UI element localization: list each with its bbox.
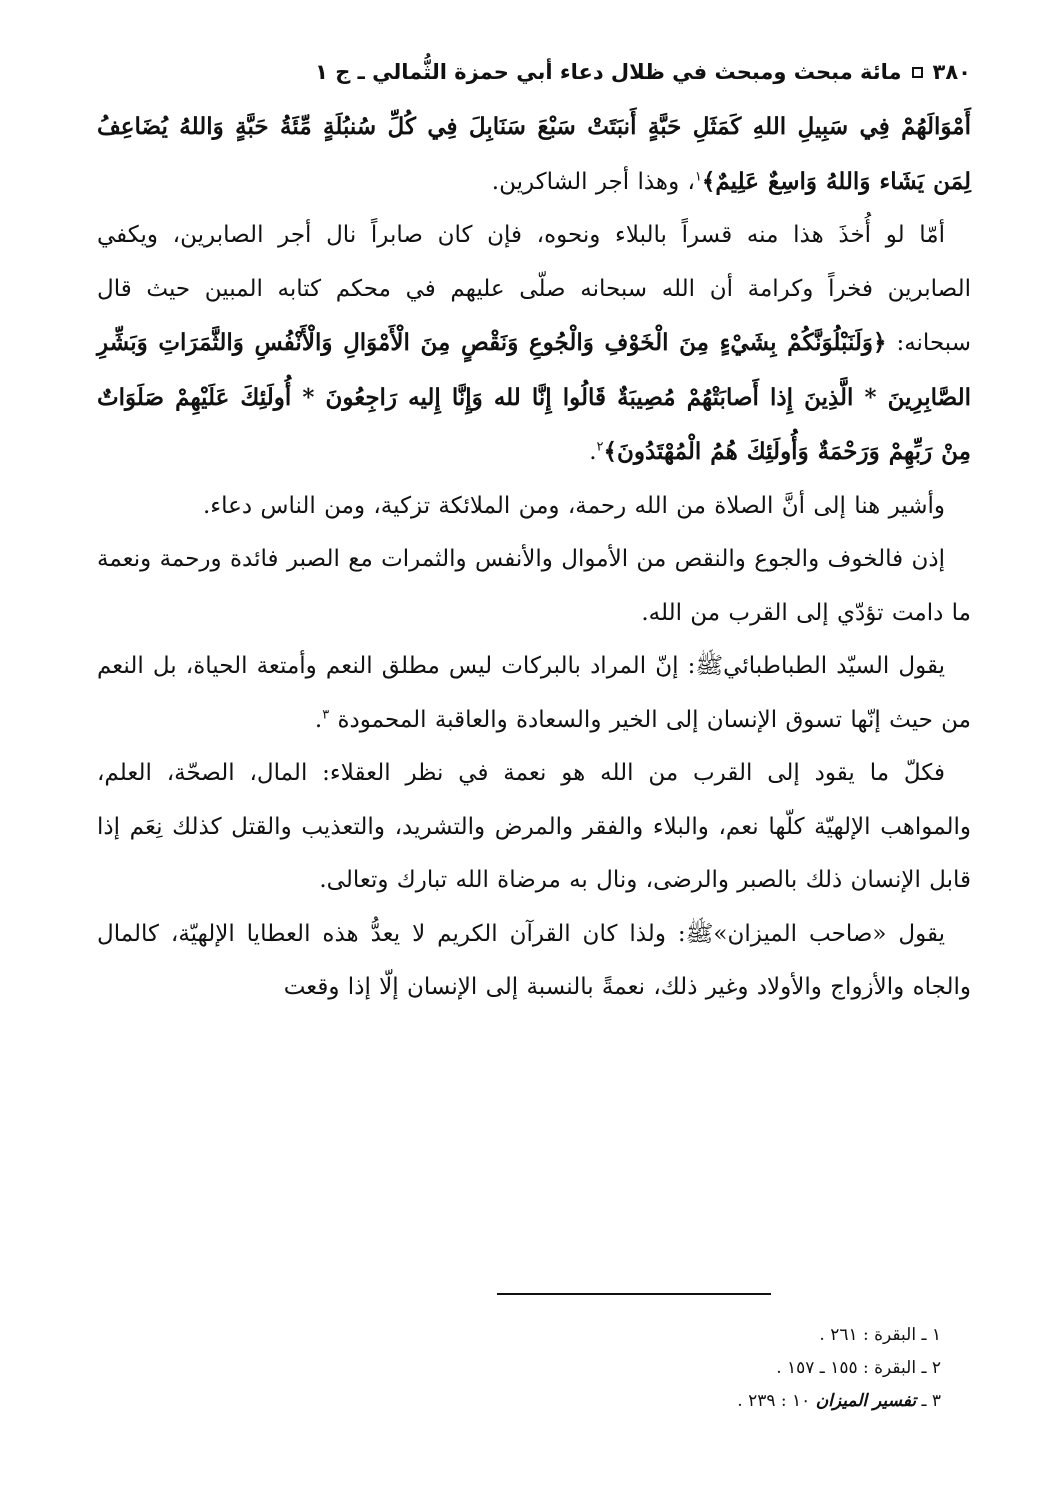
paragraph-1 bbox=[97, 100, 971, 209]
page bbox=[97, 44, 971, 1507]
paragraph-5 bbox=[97, 640, 971, 747]
paragraph-text: أمّا لو أُخذَ هذا منه قسراً بالبلاء ونحوه، فإن كان صابراً نال أجر الصابرين، ويكفي الصابرين فخراً وكرامة أن الله سبحانه صلّى عليهم في محكم كتابه المبين حيث قال سبحانه: bbox=[97, 222, 972, 356]
paragraph-text: . bbox=[314, 706, 323, 733]
footnote-divider bbox=[497, 1293, 771, 1295]
header-square-icon bbox=[912, 67, 923, 78]
paragraph-7: يقول «صاحب الميزان»ﷺ: ولذا كان القرآن الكريم لا يعدُّ هذه العطايا الإلهيّة، كالمال والجاه والأزواج والأولاد وغير ذلك، نعمةً بالنسبة إلى الإنسان إلّا إذا وقعت bbox=[97, 920, 971, 1000]
paragraph-2 bbox=[97, 209, 971, 480]
paragraph-text: . bbox=[589, 439, 597, 465]
quran-verse: أَمْوَالَهُمْ فِي سَبِيلِ اللهِ كَمَثَلِ حَبَّةٍ أَنبَتَتْ سَبْعَ سَنَابِلَ فِي كُلِّ سُنبُلَةٍ مِّئَةُ حَبَّةٍ وَاللهُ يُضَاعِفُ لِمَن يَشَاء وَاللهُ وَاسِعٌ عَلِيمٌ﴾ bbox=[97, 113, 971, 195]
page-number: ٣٨٠ bbox=[932, 60, 971, 84]
running-header bbox=[97, 44, 971, 100]
footnote-marker: ٢ bbox=[596, 439, 604, 455]
paragraph-text: يقول السيّد الطباطبائيﷺ: إنّ المراد بالبركات ليس مطلق النعم وأمتعة الحياة، بل النعم من حيث إنّها تسوق الإنسان إلى الخير والسعادة والعاقبة المحمودة bbox=[97, 653, 971, 733]
paragraph-4: إذن فالخوف والجوع والنقص من الأموال والأنفس والثمرات مع الصبر فائدة ورحمة ونعمة ما دامت تؤدّي إلى القرب من الله. bbox=[97, 546, 971, 626]
footnote-marker: ٣ bbox=[322, 706, 330, 722]
body-text bbox=[97, 100, 971, 1015]
footnote-source: تفسير الميزان bbox=[815, 1391, 917, 1411]
paragraph-3: وأشير هنا إلى أنَّ الصلاة من الله رحمة، ومن الملائكة تزكية، ومن الناس دعاء. bbox=[202, 492, 945, 519]
footnote-3 bbox=[737, 1385, 941, 1418]
footnote-1: ١ ـ البقرة : ٢٦١ . bbox=[819, 1325, 941, 1345]
footnotes bbox=[737, 1319, 941, 1418]
footnote-2: ٢ ـ البقرة : ١٥٥ ـ ١٥٧ . bbox=[776, 1358, 941, 1378]
footnote-prefix: ٣ ـ bbox=[916, 1391, 941, 1411]
book-title: مائة مبحث ومبحث في ظلال دعاء أبي حمزة الثُّمالي ـ ج ١ bbox=[315, 60, 902, 84]
paragraph-text: ، وهذا أجر الشاكرين. bbox=[491, 168, 695, 195]
quran-verse: ﴿وَلَنَبْلُوَنَّكُمْ بِشَيْءٍ مِنَ الْخَوْفِ وَالْجُوعِ وَنَقْصٍ مِنَ الْأَمْوَالِ وَالْأَنْفُسِ وَالثَّمَرَاتِ وَبَشِّرِ الصَّابِرِينَ * الَّذِينَ إِذا أَصابَتْهُمْ مُصِيبَةٌ قَالُوا إِنَّا لله وَإِنَّا إِليه رَاجِعُونَ * أُولَئِكَ عَلَيْهِمْ صَلَوَاتٌ مِنْ رَبِّهِمْ وَرَحْمَةٌ وَأُولَئِكَ هُمُ الْمُهْتَدُونَ﴾ bbox=[97, 329, 971, 465]
paragraph-6: فكلّ ما يقود إلى القرب من الله هو نعمة في نظر العقلاء: المال، الصحّة، العلم، والمواهب الإلهيّة كلّها نعم، والبلاء والفقر والمرض والتشريد، والتعذيب والقتل كذلك نِعَم إذا قابل الإنسان ذلك بالصبر والرضى، ونال به مرضاة الله تبارك وتعالى. bbox=[97, 760, 971, 893]
footnote-ref: ١٠ : ٢٣٩ . bbox=[737, 1391, 816, 1411]
footnote-marker: ١ bbox=[694, 168, 702, 184]
